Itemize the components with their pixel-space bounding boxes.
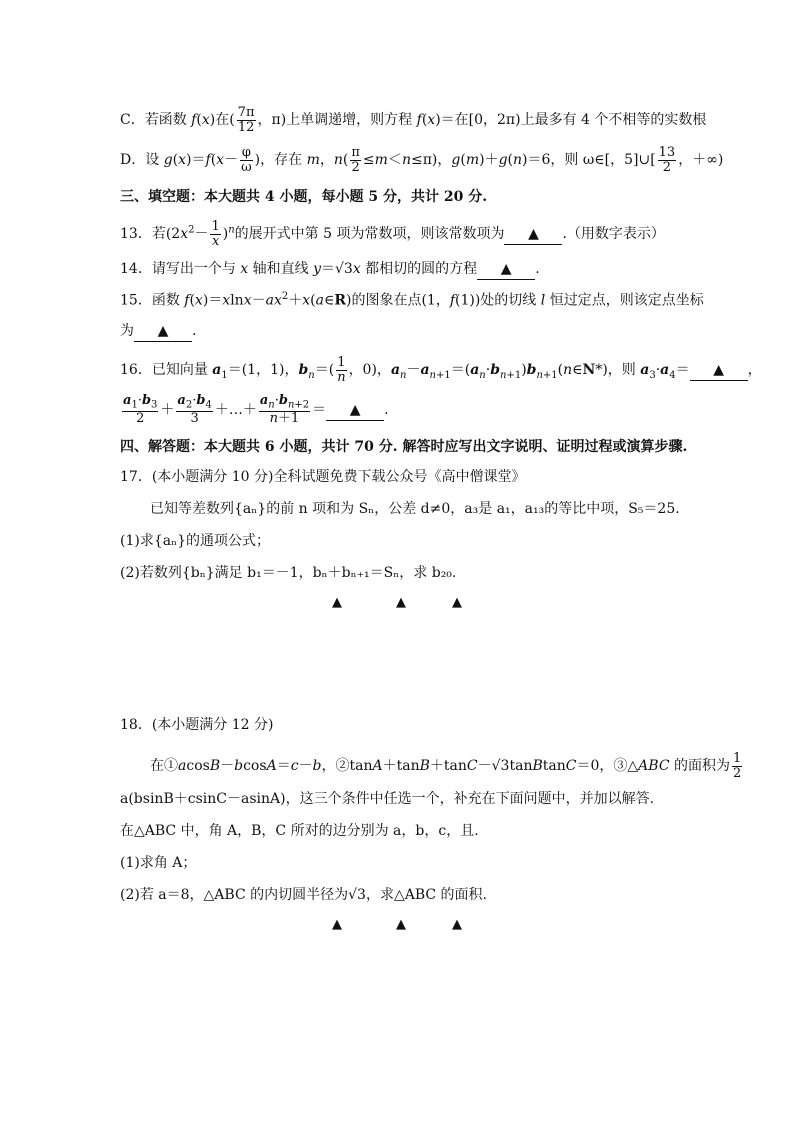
question-16-line-1: 16．已知向量 $a_1=(1$，1)，$b_n=$( $\frac{1}{n}$ ，0)，$a_n-a_{n+1}=(a_n\cdot b_{n+1})b_{n+1}(n\in N*)$，则 $a_3\cdot a_4=$ ▲ ， bbox=[120, 355, 762, 385]
fraction: $\frac{\pi}{2}$ bbox=[351, 145, 360, 175]
answer-blank[interactable]: ▲ bbox=[326, 401, 384, 421]
question-18-part-1: (1)求角 A； bbox=[120, 855, 197, 871]
answer-blank[interactable]: ▲ bbox=[504, 225, 562, 245]
triangle-marker: ▲ bbox=[332, 917, 342, 932]
option-c: C．若函数 f(x)在( $\frac{7\pi}{12}$ ，π)上单调递增，则方程 f(x)＝在[0，2π)上最多有 4 个不相等的实数根 bbox=[120, 105, 707, 135]
fraction: $\frac{1}{n}$ bbox=[337, 355, 346, 385]
triangle-marker: ▲ bbox=[452, 917, 462, 932]
answer-blank[interactable]: ▲ bbox=[134, 322, 192, 342]
answer-blank[interactable]: ▲ bbox=[690, 361, 748, 381]
question-17-part-2: (2)若数列{bₙ}满足 b₁＝－1，bₙ＋bₙ₊₁＝Sₙ，求 b₂₀. bbox=[120, 565, 457, 581]
question-17-body: 已知等差数列{aₙ}的前 n 项和为 Sₙ，公差 d≠0，a₃是 a₁，a₁₃的等比中项，S₅＝25. bbox=[150, 501, 680, 517]
fraction: $\frac{1}{x}$ bbox=[211, 219, 220, 249]
question-13: 13．若($2x^2-$ $\frac{1}{x}$ )$^n$的展开式中第 5 项为常数项，则该常数项为 ▲ .（用数字表示） bbox=[120, 219, 665, 249]
question-16-line-2: $\frac{a_1\cdot b_3}{2}$ ＋ $\frac{a_2\cdot b_4}{3}$ ＋…＋ $\frac{a_n\cdot b_{n+2}}{n+1}$ ＝ ▲ . bbox=[123, 393, 389, 427]
question-18-part-2: (2)若 a＝8，△ABC 的内切圆半径为√3，求△ABC 的面积. bbox=[120, 887, 487, 903]
question-17-heading: 17．(本小题满分 10 分)全科试题免费下载公众号《高中僧课堂》 bbox=[120, 469, 526, 485]
fraction: $\frac{1}{2}$ bbox=[733, 751, 742, 781]
option-d: D．设 g(x)＝f(x－ $\frac{\varphi}{\omega}$ )，存在 m，n( $\frac{\pi}{2}$ ≤m＜n≤π)，g(m)＋g(n)＝6，则 ω∈[，5]∪[ $\frac{13}{2}$ ，＋∞) bbox=[120, 145, 724, 175]
fraction: $\frac{a_1\cdot b_3}{2}$ bbox=[123, 393, 158, 427]
question-17-part-1: (1)求{aₙ}的通项公式； bbox=[120, 533, 271, 549]
question-15-line-1: 15．函数 $f(x)=xlnx-ax^2+x(a\in R)$的图象在点(1，f(1))处的切线 l 恒过定点，则该定点坐标 bbox=[120, 291, 704, 309]
question-18-body-2: a(bsinB＋csinC－asinA)，这三个条件中任选一个，补充在下面问题中，并加以解答. bbox=[120, 791, 655, 807]
triangle-marker: ▲ bbox=[332, 595, 342, 610]
fraction: $\frac{a_n\cdot b_{n+2}}{n+1}$ bbox=[259, 393, 310, 427]
question-15-line-2: 为 ▲ . bbox=[120, 322, 664, 342]
question-18-body-1: 在①acosB－bcosA＝c－b，②tanA＋tanB＋tanC－√3tanBtanC＝0，③△ABC 的面积为 $\frac{1}{2}$ bbox=[150, 751, 742, 781]
question-18-heading: 18．(本小题满分 12 分) bbox=[120, 717, 274, 733]
section-4-heading: 四、解答题：本大题共 6 小题，共计 70 分. 解答时应写出文字说明、证明过程或演算步骤. bbox=[120, 439, 688, 455]
answer-blank[interactable]: ▲ bbox=[477, 260, 535, 280]
question-18-body-3: 在△ABC 中，角 A，B，C 所对的边分别为 a，b，c，且. bbox=[120, 823, 479, 839]
fraction: $\frac{\varphi}{\omega}$ bbox=[241, 145, 252, 175]
question-14: 14．请写出一个与 x 轴和直线 y＝√3x 都相切的圆的方程 ▲ . bbox=[120, 260, 664, 280]
fraction: $\frac{7\pi}{12}$ bbox=[237, 105, 255, 135]
triangle-marker: ▲ bbox=[452, 595, 462, 610]
triangle-marker: ▲ bbox=[396, 595, 406, 610]
fraction: $\frac{13}{2}$ bbox=[658, 145, 676, 175]
section-3-heading: 三、填空题：本大题共 4 小题，每小题 5 分，共计 20 分. bbox=[120, 189, 488, 205]
fraction: $\frac{a_2\cdot b_4}{3}$ bbox=[177, 393, 212, 427]
triangle-marker: ▲ bbox=[396, 917, 406, 932]
